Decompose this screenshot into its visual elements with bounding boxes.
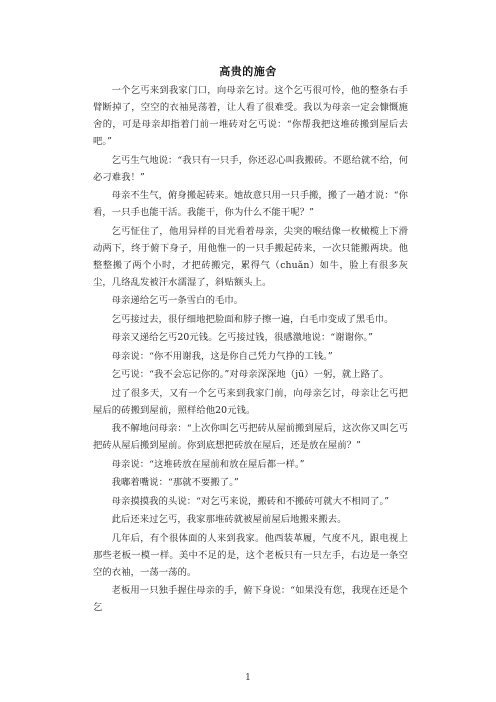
paragraph: 我不解地问母亲：“上次你叫乞丐把砖从屋前搬到屋后，这次你又叫乞丐把砖从屋后搬到屋前。你到底想把砖放在屋后，还是放在屋前？” <box>93 423 408 451</box>
paragraph: 一个乞丐来到我家门口，向母亲乞讨。这个乞丐很可怜，他的整条右手臂断掉了，空空的衣袖晃荡着，让人看了很难受。我以为母亲一定会慷慨施舍的，可是母亲却指着门前一堆砖对乞丐说：“你帮我把这堆砖搬到屋后去吧。” <box>93 85 408 147</box>
paragraph: 此后还来过乞丐，我家那堆砖就被屋前屋后地搬来搬去。 <box>111 514 347 525</box>
paragraph: 母亲递给乞丐一条雪白的毛巾。 <box>111 295 244 306</box>
paragraph: 母亲又递给乞丐20元钱。乞丐接过钱，很感激地说：“谢谢你。” <box>111 332 373 343</box>
paragraph: 乞丐说：“我不会忘记你的。”对母亲深深地（jū）一躬，就上路了。 <box>111 369 389 380</box>
paragraph: 母亲说：“这堆砖放在屋前和放在屋后都一样。” <box>111 458 305 470</box>
paragraph: 几年后，有个很体面的人来到我家。他西装革履，气度不凡，跟电视上那些老板一模一样。美中不足的是，这个老板只有一只左手，右边是一条空空的衣袖，一荡一荡的。 <box>93 532 408 578</box>
paragraph: 乞丐生气地说：“我只有一只手，你还忍心叫我搬砖。不愿给就不给，何必刁难我！” <box>93 154 408 183</box>
paragraph: 母亲摸摸我的头说：“对乞丐来说，搬砖和不搬砖可就大不相同了。” <box>111 495 390 507</box>
paragraph: 我嘟着嘴说：“那就不要搬了。” <box>111 477 239 488</box>
paragraph: 乞丐怔住了，他用异样的目光看着母亲，尖突的喉结像一枚橄榄上下滑动两下，终于俯下身子，用他惟一的一只手搬起砖来，一次只能搬两块。他整整搬了两个小时，才把砖搬完，累得气（chuǎn）如牛，脸上有很多灰尘，几络乱发被汗水濡湿了，斜贴额头上。 <box>93 225 408 288</box>
paragraph: 过了很多天，又有一个乞丐来到我家门前，向母亲乞讨，母亲让乞丐把屋后的砖搬到屋前，照样给他20元钱。 <box>93 387 408 416</box>
document-body <box>93 82 408 618</box>
paragraph: 母亲不生气，俯身搬起砖来。她故意只用一只手搬，搬了一趟才说：“你看，一只手也能干活。我能干，你为什么不能干呢？” <box>93 190 408 218</box>
paragraph: 母亲说：“你不用谢我，这是你自己凭力气挣的工钱。” <box>111 350 333 362</box>
document-title: 高贵的施舍 <box>219 65 277 78</box>
page-number: 1 <box>245 673 251 683</box>
paragraph: 老板用一只独手握住母亲的手，俯下身说：“如果没有您，我现在还是个乞 <box>93 585 408 613</box>
paragraph: 乞丐接过去，很仔细地把脸面和脖子擦一遍，白毛巾变成了黑毛巾。 <box>111 313 394 325</box>
